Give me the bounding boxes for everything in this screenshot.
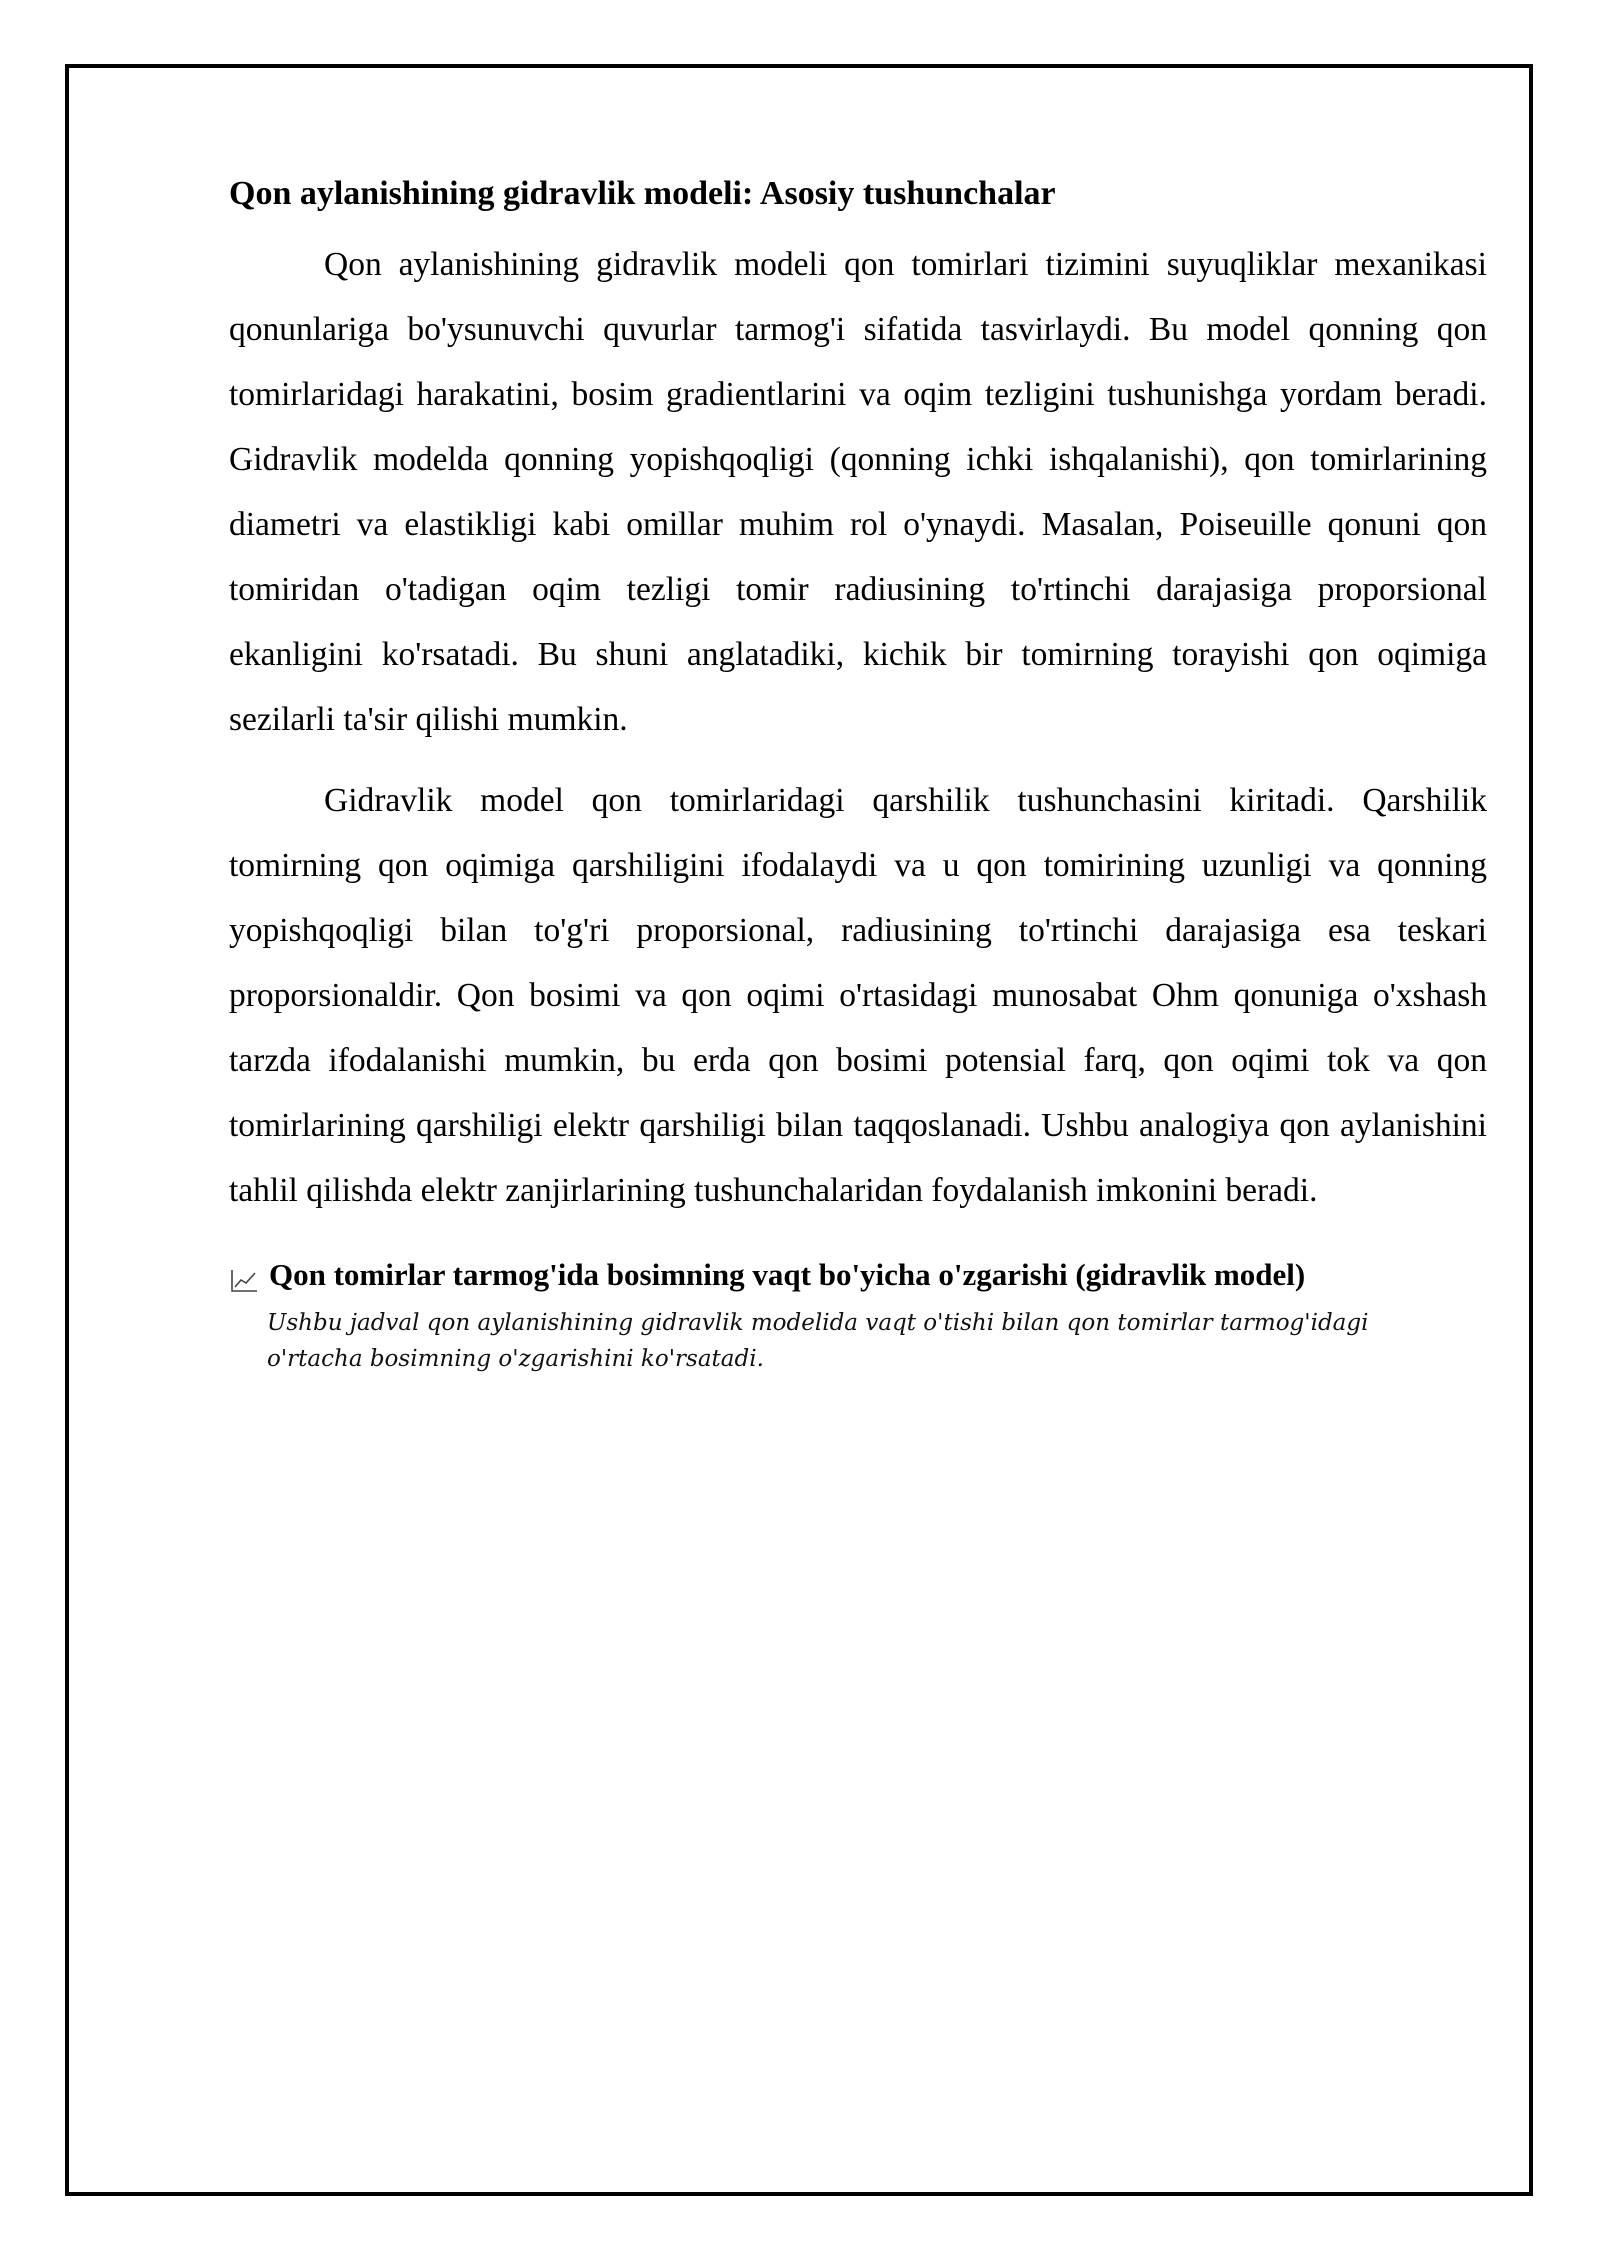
paragraph-2: Gidravlik model qon tomirlaridagi qarshilik tushunchasini kiritadi. Qarshilik tomirning qon oqimiga qarshiligini ifodalaydi va u qon tomirining uzunligi va qonning yopishqoqligi bilan to'g'ri proporsional, radiusining to'rtinchi darajasiga esa teskari proporsionaldir. Qon bosimi va qon oqimi o'rtasidagi munosabat Ohm qonuniga o'xshash tarzda ifodalanishi mumkin, bu erda qon bosimi potensial farq, qon oqimi tok va qon tomirlarining qarshiligi elektr qarshiligi bilan taqqoslanadi. Ushbu analogiya qon aylanishini tahlil qilishda elektr zanjirlarining tushunchalaridan foydalanish imkonini beradi. xyxy=(229,782,1487,1209)
chart-caption-description: Ushbu jadval qon aylanishining gidravlik modelida vaqt o'tishi bilan qon tomirlar tarmog'idagi o'rtacha bosimning o'zgarishini ko'rsatadi. xyxy=(267,1310,1369,1372)
chart-caption-title-row xyxy=(229,1253,1487,1297)
paragraph-1: Qon aylanishining gidravlik modeli qon tomirlari tizimini suyuqliklar mexanikasi qonunlariga bo'ysunuvchi quvurlar tarmog'i sifatida tasvirlaydi. Bu model qonning qon tomirlaridagi harakatini, bosim gradientlarini va oqim tezligini tushunishga yordam beradi. Gidravlik modelda qonning yopishqoqligi (qonning ichki ishqalanishi), qon tomirlarining diametri va elastikligi kabi omillar muhim rol o'ynaydi. Masalan, Poiseuille qonuni qon tomiridan o'tadigan oqim tezligi tomir radiusining to'rtinchi darajasiga proporsional ekanligini ko'rsatadi. Bu shuni anglatadiki, kichik bir tomirning torayishi qon oqimiga sezilarli ta'sir qilishi mumkin. xyxy=(229,246,1487,738)
chart-line-icon xyxy=(229,1262,259,1288)
chart-caption xyxy=(229,1253,1487,1377)
chart-caption-title: Qon tomirlar tarmog'ida bosimning vaqt bo'yicha o'zgarishi (gidravlik model) xyxy=(269,1257,1306,1292)
document-title: Qon aylanishining gidravlik modeli: Asosiy tushunchalar xyxy=(229,175,1056,212)
document-body xyxy=(229,170,1487,1377)
